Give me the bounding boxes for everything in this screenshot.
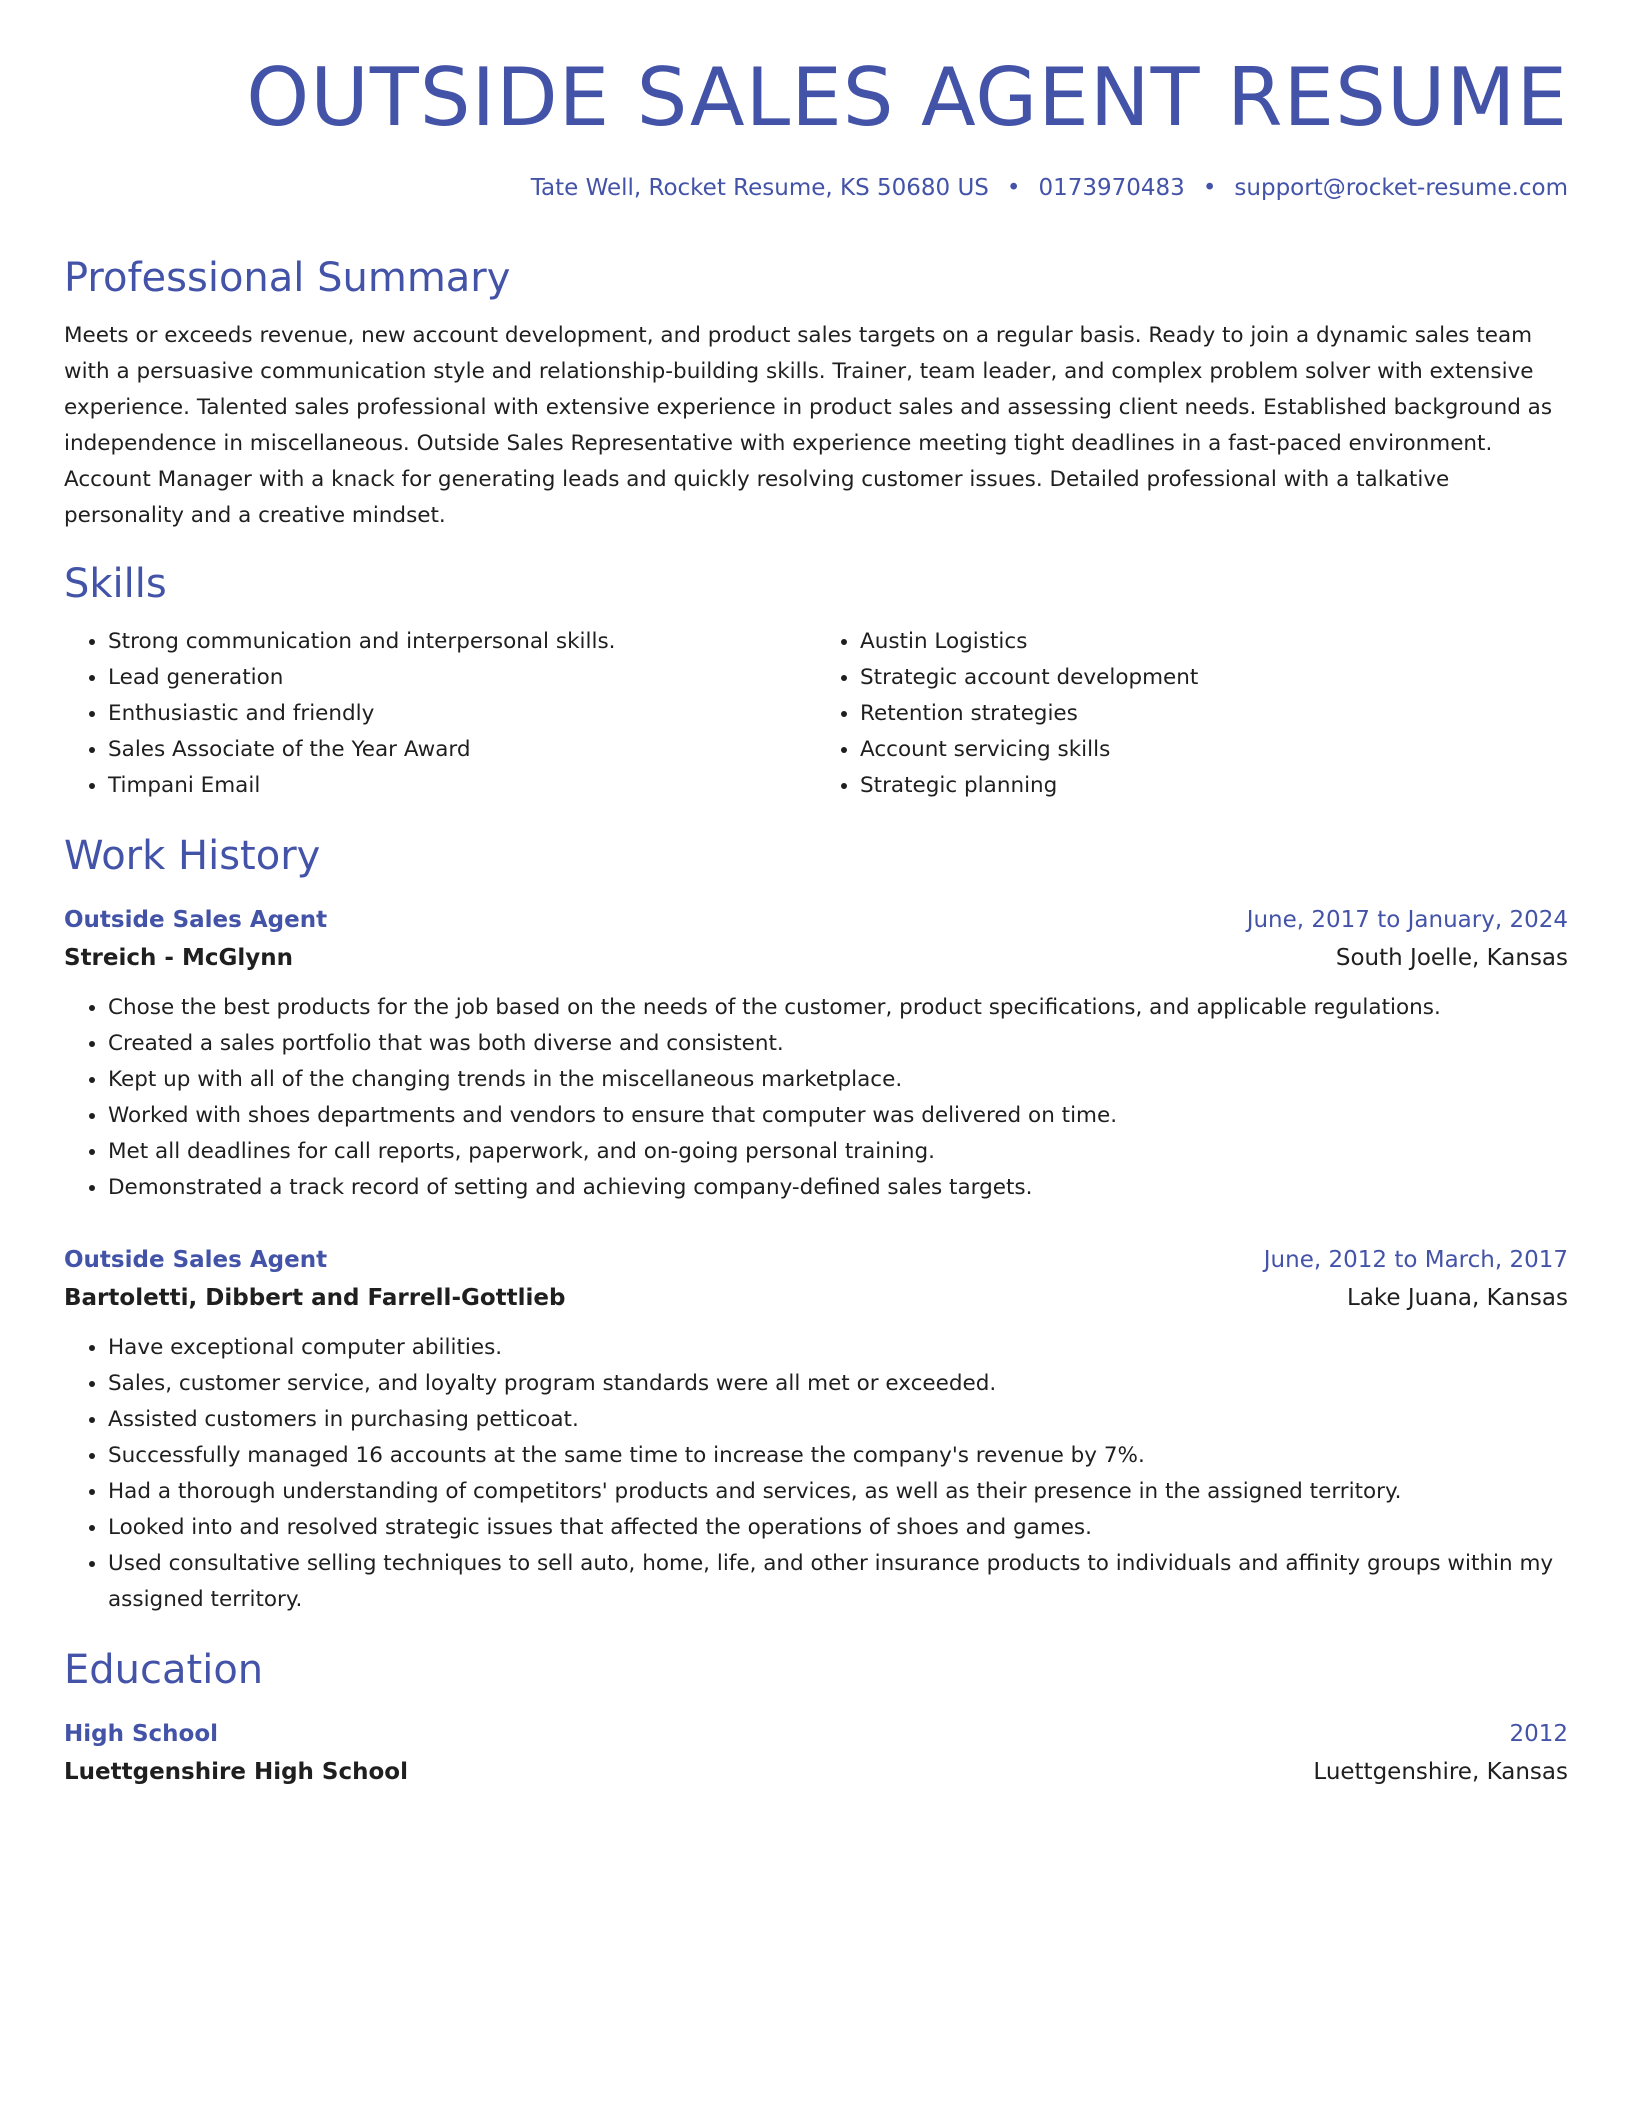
skills-heading: Skills	[64, 560, 167, 607]
job-bullets	[64, 990, 1568, 1206]
job-bullet: • Worked with shoes departments and vendors to ensure that computer was delivered on time.	[108, 1098, 1568, 1134]
skill-item: • Strong communication and interpersonal skills.	[108, 624, 816, 660]
skill-item: • Timpani Email	[108, 768, 816, 804]
job-bullet: • Looked into and resolved strategic issues that affected the operations of shoes and games.	[108, 1510, 1568, 1546]
skill-item: • Enthusiastic and friendly	[108, 696, 816, 732]
education-year: 2012	[1509, 1720, 1568, 1747]
skill-item: • Strategic account development	[860, 660, 1568, 696]
education-school: Luettgenshire High School	[64, 1758, 408, 1785]
job-role: Outside Sales Agent	[64, 1246, 328, 1273]
skills-list	[64, 624, 1568, 804]
job-role: Outside Sales Agent	[64, 906, 328, 933]
job-bullet: • Sales, customer service, and loyalty program standards were all met or exceeded.	[108, 1366, 1568, 1402]
skill-item: • Lead generation	[108, 660, 816, 696]
job-company: Bartoletti, Dibbert and Farrell-Gottlieb	[64, 1284, 566, 1311]
resume-title: OUTSIDE SALES AGENT RESUME	[246, 51, 1568, 144]
job-bullet: • Chose the best products for the job based on the needs of the customer, product specifications, and applicable regulations.	[108, 990, 1568, 1026]
job-bullet: • Had a thorough understanding of competitors' products and services, as well as their presence in the assigned territory.	[108, 1474, 1568, 1510]
skills-column-left	[64, 624, 816, 804]
job-entry	[64, 1242, 1568, 1618]
job-entry	[64, 902, 1568, 1206]
job-bullet: • Kept up with all of the changing trends in the miscellaneous marketplace.	[108, 1062, 1568, 1098]
job-location: South Joelle, Kansas	[1335, 944, 1568, 971]
job-header-row	[64, 1242, 1568, 1278]
summary-text: Meets or exceeds revenue, new account development, and product sales targets on a regular basis. Ready to join a dynamic sales team with a persuasive communication style and relationship-building skills. Trainer, team leader, and complex problem solver with extensive experience. Talented sales professional with extensive experience in product sales and assessing client needs. Established background as independence in miscellaneous. Outside Sales Representative with experience meeting tight deadlines in a fast-paced environment. Account Manager with a knack for generating leads and quickly resolving customer issues. Detailed professional with a talkative personality and a creative mindset.	[64, 322, 1553, 528]
contact-separator: •	[1202, 175, 1217, 201]
contact-address: Tate Well, Rocket Resume, KS 50680 US	[530, 175, 989, 201]
job-bullet: • Demonstrated a track record of setting and achieving company-defined sales targets.	[108, 1170, 1568, 1206]
skill-item: • Sales Associate of the Year Award	[108, 732, 816, 768]
job-header-row	[64, 902, 1568, 938]
job-bullet: • Assisted customers in purchasing petticoat.	[108, 1402, 1568, 1438]
contact-phone: 0173970483	[1038, 175, 1185, 201]
job-company-row	[64, 938, 1568, 978]
job-dates: June, 2017 to January, 2024	[1246, 906, 1568, 933]
work-history-heading: Work History	[64, 832, 321, 879]
job-company: Streich - McGlynn	[64, 944, 293, 971]
job-bullet: • Used consultative selling techniques to sell auto, home, life, and other insurance products to individuals and affinity groups within my assigned territory.	[108, 1546, 1568, 1618]
job-company-row	[64, 1278, 1568, 1318]
job-bullet: • Met all deadlines for call reports, paperwork, and on-going personal training.	[108, 1134, 1568, 1170]
skills-column-right	[816, 624, 1568, 804]
contact-email: support@rocket-resume.com	[1234, 175, 1568, 201]
education-header-row	[64, 1716, 1568, 1752]
contact-separator: •	[1006, 175, 1021, 201]
education-location: Luettgenshire, Kansas	[1313, 1758, 1568, 1785]
summary-heading: Professional Summary	[64, 254, 511, 301]
education-entry	[64, 1716, 1568, 1792]
education-heading: Education	[64, 1646, 264, 1693]
job-bullet: • Created a sales portfolio that was both diverse and consistent.	[108, 1026, 1568, 1062]
education-school-row	[64, 1752, 1568, 1792]
education-degree: High School	[64, 1720, 219, 1747]
skill-item: • Account servicing skills	[860, 732, 1568, 768]
skill-item: • Strategic planning	[860, 768, 1568, 804]
job-bullet: • Have exceptional computer abilities.	[108, 1330, 1568, 1366]
contact-line	[64, 174, 1568, 204]
job-bullet: • Successfully managed 16 accounts at the same time to increase the company's revenue by 7%.	[108, 1438, 1568, 1474]
skill-item: • Retention strategies	[860, 696, 1568, 732]
job-bullets	[64, 1330, 1568, 1618]
job-location: Lake Juana, Kansas	[1346, 1284, 1568, 1311]
job-dates: June, 2012 to March, 2017	[1263, 1246, 1568, 1273]
skill-item: • Austin Logistics	[860, 624, 1568, 660]
